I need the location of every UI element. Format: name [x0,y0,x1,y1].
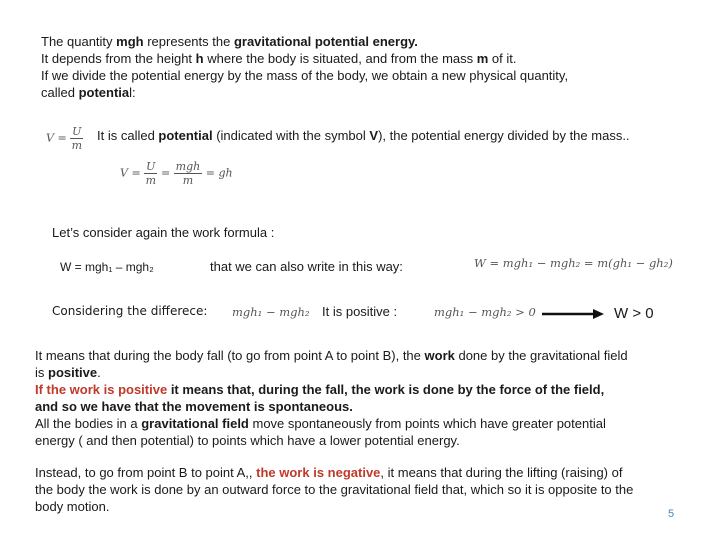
text: l: [129,85,136,100]
text-bold: potential [158,128,213,143]
explanation-line: and so we have that the movement is spontaneous. [35,399,353,414]
text-bold: gravitational potential energy. [233,34,418,49]
text: Instead, to go from point B to point A,, [35,465,257,480]
formula-lhs: V = [46,131,67,145]
text: It means that during the body fall (to go from point A to point B), the [35,348,425,363]
text: , it means that during the lifting (raising) of [380,465,623,480]
text: . [97,365,101,380]
text-bold: gravitational field [141,416,249,431]
explanation-block [35,347,628,449]
intro-line-1 [41,33,568,50]
numerator: U [72,125,82,138]
result-inequality: W > 0 [614,305,654,322]
text: The quantity [41,34,117,49]
formula-lhs: V = [120,166,141,180]
fraction [144,160,157,187]
text: it means that, during the fall, the work is done by the force of the field, [167,382,605,397]
text-bold: V [369,128,379,143]
text: ), the potential energy divided by the mass.. [378,128,630,143]
text: It depends from the height [41,51,196,66]
explanation-line [35,464,633,481]
text-bold: h [195,51,204,66]
intro-paragraph [41,33,568,101]
equals-sign: = [160,166,171,180]
text-highlight: If the work is positive [35,382,168,397]
text-bold: mgh [116,34,144,49]
text-highlight: the work is negative [256,465,381,480]
denominator: m [145,174,157,187]
text: done by the gravitational field [454,348,628,363]
work-intro: Let’s consider again the work formula : [52,225,275,240]
text-bold: m [476,51,489,66]
explanation-line [35,347,628,364]
difference-label: Considering the differece: [52,304,208,318]
intro-line-2 [41,50,568,67]
work-formula: W = mgh₁ – mgh₂ [60,260,154,274]
denominator: m [182,174,194,187]
denominator: m [71,139,83,152]
arrow-right-icon [541,307,605,321]
explanation-line: energy ( and then potential) to points which have a lower potential energy. [35,433,460,448]
positive-label: It is positive : [322,304,398,319]
fraction [174,160,203,187]
potential-formula-1 [46,125,83,152]
text: It is called [97,128,159,143]
explanation-line [35,415,628,432]
intro-line-3: If we divide the potential energy by the mass of the body, we obtain a new physical quantity, [41,68,569,83]
formula-rhs: = gh [205,166,233,180]
work-formula-expanded: W = mgh₁ − mgh₂ = m(gh₁ − gh₂) [474,256,673,270]
text-bold: work [424,348,455,363]
text: called [41,85,79,100]
difference-formula: mgh₁ − mgh₂ [232,305,310,319]
explanation-line [35,381,628,398]
explanation-line [35,364,628,381]
numerator: mgh [175,160,201,173]
text: represents the [143,34,234,49]
explanation-line: the body the work is done by an outward force to the gravitational field that, which so it is opposite to the [35,482,634,497]
text: (indicated with the symbol [212,128,370,143]
potential-formula-2 [120,160,233,187]
text: move spontaneously from points which have greater potential [248,416,606,431]
text-bold: positive [48,365,98,380]
numerator: U [146,160,156,173]
text-bold: potentia [78,85,130,100]
inequality-formula: mgh₁ − mgh₂ > 0 [434,305,536,319]
text: where the body is situated, and from the mass [203,51,477,66]
text: of it. [488,51,517,66]
explanation-line: body motion. [35,499,110,514]
potential-definition [97,127,630,144]
also-write-text: that we can also write in this way: [210,259,403,274]
page-number: 5 [668,508,675,520]
text: All the bodies in a [35,416,142,431]
negative-work-paragraph [35,464,633,515]
text: is [35,365,48,380]
intro-line-4 [41,84,568,101]
fraction [70,125,83,152]
